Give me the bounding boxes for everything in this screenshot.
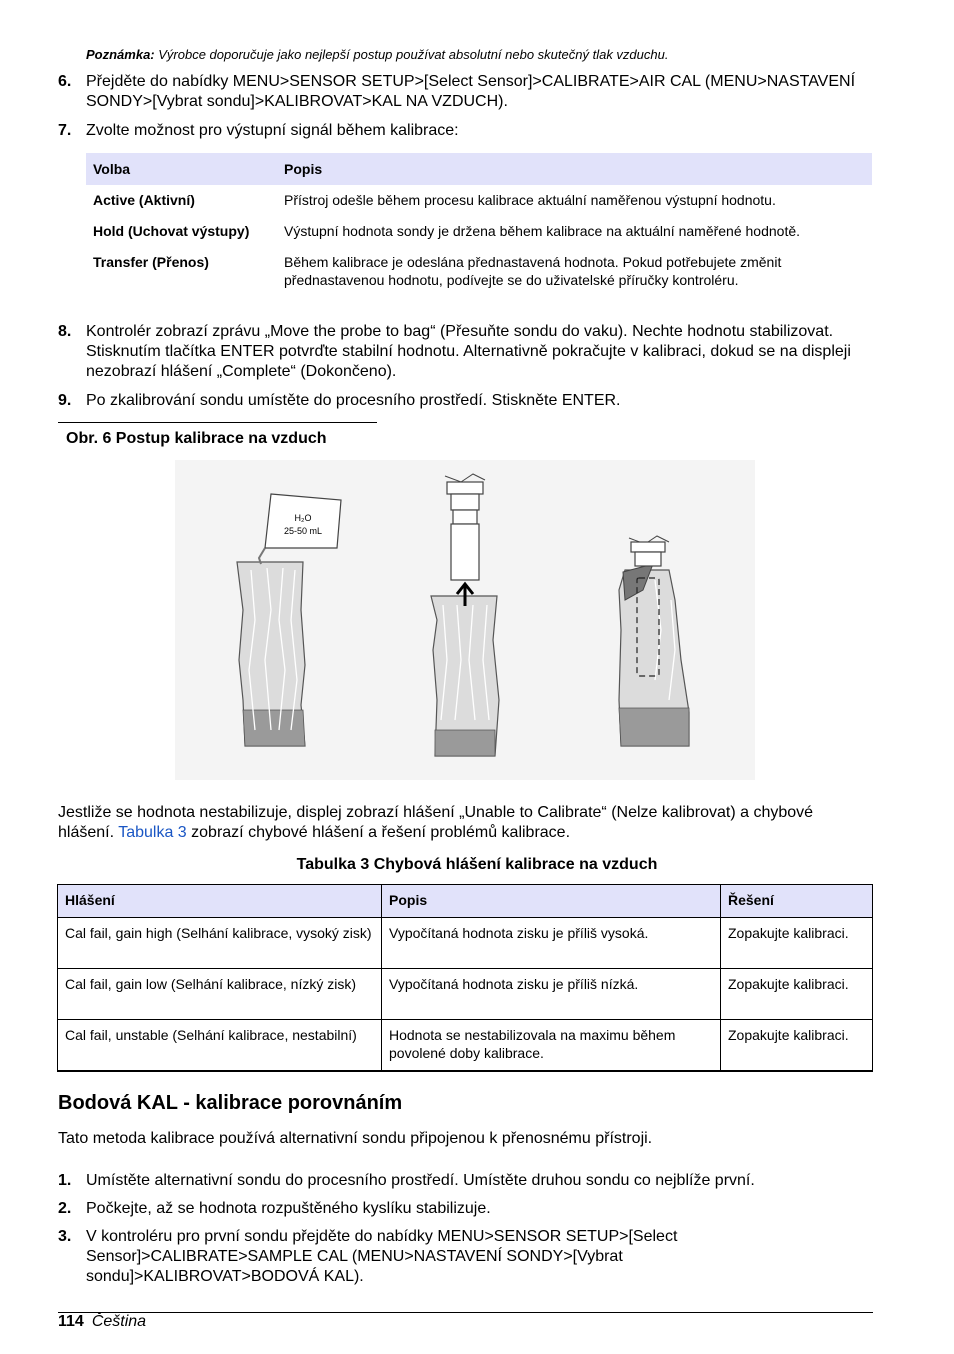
step-text: Po zkalibrování sondu umístěte do procesního prostředí. Stiskněte ENTER. [86, 392, 621, 409]
options-table [86, 153, 872, 296]
section-intro: Tato metoda kalibrace používá alternativní sondu připojenou k přenosnému přístroji. [58, 1130, 653, 1147]
error-table-header [58, 885, 873, 918]
error-solution: Zopakujte kalibraci. [721, 918, 873, 969]
error-solution: Zopakujte kalibraci. [721, 1020, 873, 1072]
table-row [86, 247, 872, 296]
option-description: Během kalibrace je odeslána přednastavená hodnota. Pokud potřebujete změnit přednastavenou hodnotu, podívejte se do uživatelské příručky kontroléru. [284, 254, 782, 288]
error-description: Hodnota se nestabilizovala na maximu během povolené doby kalibrace. [382, 1020, 721, 1072]
step-number: 9. [58, 392, 72, 409]
step-text: V kontroléru pro první sondu přejděte do nabídky MENU>SENSOR SETUP>[Select Sensor]>CALIBRATE>SAMPLE CAL (MENU>NASTAVENÍ SONDY>[Vybrat sondu]>KALIBROVAT>BODOVÁ KAL). [86, 1228, 678, 1285]
option-name: Transfer (Přenos) [93, 254, 209, 270]
table-row [86, 185, 872, 216]
table-caption: Tabulka 3 Chybová hlášení kalibrace na vzduch [296, 856, 658, 873]
header-message: Hlášení [58, 885, 382, 918]
section-heading: Bodová KAL - kalibrace porovnáním [58, 1092, 403, 1114]
air-calibration-figure [175, 460, 755, 780]
step-number: 1. [58, 1172, 72, 1189]
step-number: 6. [58, 73, 72, 90]
header-option: Volba [86, 153, 277, 185]
bag-2 [431, 596, 499, 756]
step-text: Počkejte, až se hodnota rozpuštěného kyslíku stabilizuje. [86, 1200, 491, 1217]
option-name: Hold (Uchovat výstupy) [93, 223, 250, 239]
paragraph-text-before: Jestliže se hodnota nestabilizuje, displej zobrazí hlášení „Unable to Calibrate“ (Nelze kalibrovat) a chybové hlášení. [58, 804, 814, 841]
option-name: Active (Aktivní) [93, 192, 195, 208]
footer [58, 1312, 146, 1331]
error-paragraph [58, 803, 858, 843]
option-description: Přístroj odešle během procesu kalibrace aktuální naměřenou výstupní hodnotu. [284, 192, 776, 208]
error-message: Cal fail, unstable (Selhání kalibrace, nestabilní) [58, 1020, 382, 1072]
step-6 [58, 72, 858, 112]
header-solution: Řešení [721, 885, 873, 918]
error-description: Vypočítaná hodnota zisku je příliš vysoká. [382, 918, 721, 969]
step-8 [58, 322, 858, 382]
footer-divider [58, 1312, 873, 1313]
step-text: Kontrolér zobrazí zprávu „Move the probe to bag“ (Přesuňte sondu do vaku). Nechte hodnotu stabilizovat. Stisknutím tlačítka ENTER potvrďte stabilní hodnotu. Alternativně pokračujte v kalibraci, dokud se na displeji nezobrazí hlášení „Complete“ (Dokončeno). [86, 323, 851, 380]
step-text: Přejděte do nabídky MENU>SENSOR SETUP>[Select Sensor]>CALIBRATE>AIR CAL (MENU>NASTAVENÍ SONDY>[Vybrat sondu]>KALIBROVAT>KAL NA VZDUCH). [86, 73, 856, 110]
note-text: Výrobce doporučuje jako nejlepší postup používat absolutní nebo skutečný tlak vzduchu. [154, 47, 669, 62]
error-table [57, 884, 873, 1072]
footer-language: Čeština [91, 1313, 147, 1330]
step-number: 8. [58, 323, 72, 340]
step-number: 7. [58, 122, 72, 139]
error-message: Cal fail, gain low (Selhání kalibrace, nízký zisk) [58, 969, 382, 1020]
step-text: Zvolte možnost pro výstupní signál během kalibrace: [86, 122, 459, 139]
step-3 [58, 1227, 778, 1287]
table-row [86, 216, 872, 247]
note [86, 47, 668, 62]
options-table-header [86, 153, 872, 185]
step-9 [58, 391, 858, 411]
beaker-label-volume: 25-50 mL [283, 526, 323, 536]
step-number: 3. [58, 1228, 72, 1245]
table-row [58, 918, 873, 969]
header-description: Popis [382, 885, 721, 918]
note-label: Poznámka: [86, 47, 155, 62]
option-description: Výstupní hodnota sondy je držena během kalibrace na aktuální naměřené hodnotě. [284, 223, 801, 239]
beaker-label-water: H₂O [294, 513, 312, 523]
error-description: Vypočítaná hodnota zisku je příliš nízká. [382, 969, 721, 1020]
table-3-link[interactable]: Tabulka 3 [118, 824, 187, 841]
step-number: 2. [58, 1200, 72, 1217]
figure-caption: Obr. 6 Postup kalibrace na vzduch [58, 422, 377, 448]
table-row [58, 1020, 873, 1072]
error-solution: Zopakujte kalibraci. [721, 969, 873, 1020]
step-text: Umístěte alternativní sondu do procesního prostředí. Umístěte druhou sondu co nejblíže první. [86, 1172, 755, 1189]
error-message: Cal fail, gain high (Selhání kalibrace, vysoký zisk) [58, 918, 382, 969]
page-number: 114 [58, 1313, 84, 1330]
header-description: Popis [277, 153, 872, 185]
paragraph-text-after: zobrazí chybové hlášení a řešení problémů kalibrace. [186, 824, 571, 841]
step-1 [58, 1171, 858, 1191]
step-7 [58, 121, 858, 141]
bag-1 [237, 562, 305, 746]
table-row [58, 969, 873, 1020]
step-2 [58, 1199, 858, 1219]
